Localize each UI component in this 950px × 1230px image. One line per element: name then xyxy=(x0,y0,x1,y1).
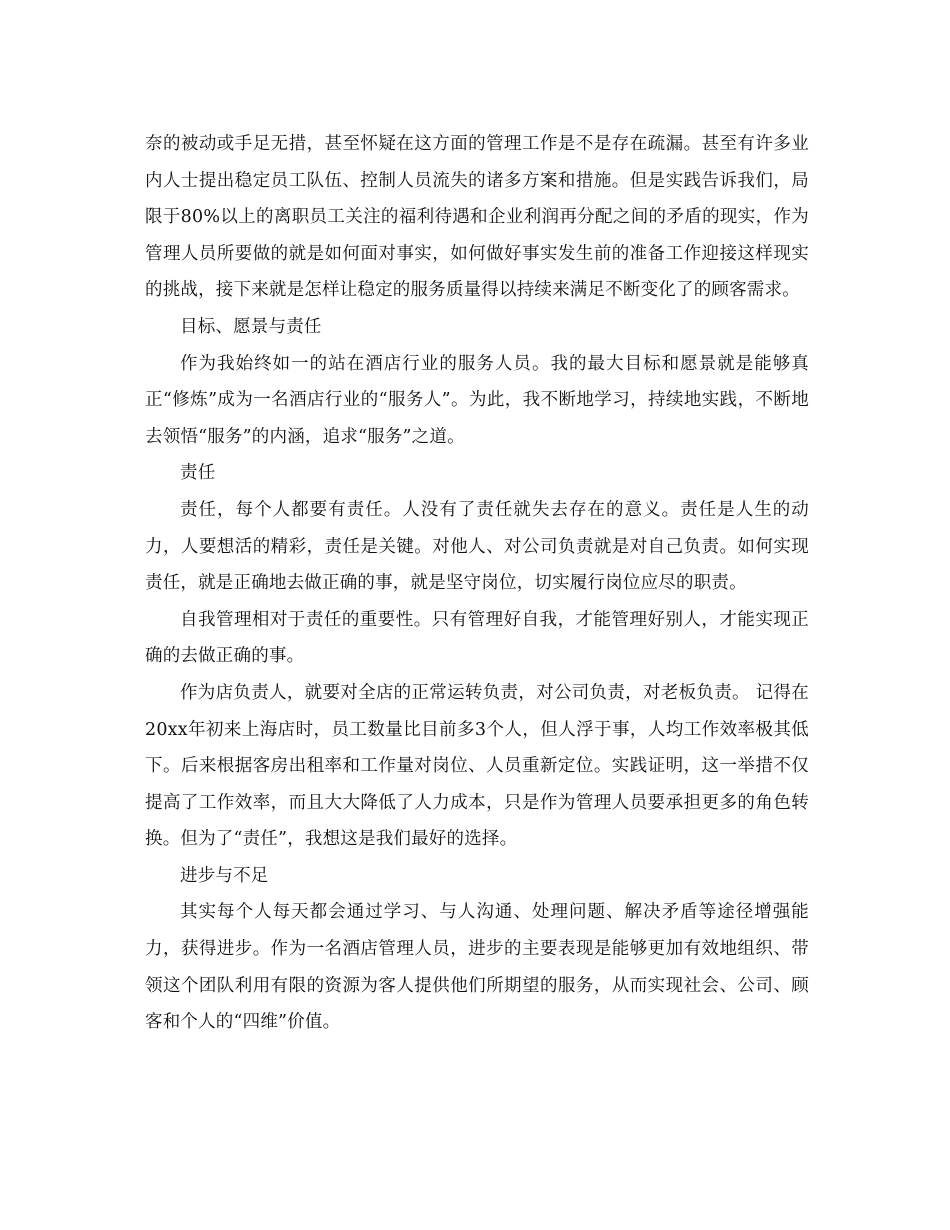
section-heading-responsibility: 责任 xyxy=(180,463,216,484)
paragraph-responsibility: 责任，每个人都要有责任。人没有了责任就失去存在的意义。责任是人生的动力，人要想活的精彩，责任是关键。对他人、对公司负责就是对自己负责。如何实现责任，就是正确地去做正确的事，就是坚守岗位，切实履行岗位应尽的职责。 xyxy=(145,499,809,594)
section-heading-progress: 进步与不足 xyxy=(180,865,269,886)
paragraph-progress: 其实每个人每天都会通过学习、与人沟通、处理问题、解决矛盾等途径增强能力，获得进步。作为一名酒店管理人员，进步的主要表现是能够更加有效地组织、带领这个团队利用有限的资源为客人提供他们所期望的服务，从而实现社会、公司、顾客和个人的“四维”价值。 xyxy=(145,902,809,1033)
paragraph-continuation: 奈的被动或手足无措，甚至怀疑在这方面的管理工作是不是存在疏漏。甚至有许多业内人士提出稳定员工队伍、控制人员流失的诸多方案和措施。但是实践告诉我们，局限于80%以上的离职员工关注的福利待遇和企业利润再分配之间的矛盾的现实，作为管理人员所要做的就是如何面对事实，如何做好事实发生前的准备工作迎接这样现实的挑战，接下来就是怎样让稳定的服务质量得以持续来满足不断变化了的顾客需求。 xyxy=(145,134,809,301)
section-heading-goals: 目标、愿景与责任 xyxy=(180,316,322,337)
paragraph-goals: 作为我始终如一的站在酒店行业的服务人员。我的最大目标和愿景就是能够真正“修炼”成为一名酒店行业的“服务人”。为此，我不断地学习，持续地实践，不断地去领悟“服务”的内涵，追求“服务”之道。 xyxy=(145,353,809,447)
paragraph-self-management: 自我管理相对于责任的重要性。只有管理好自我，才能管理好别人，才能实现正确的去做正确的事。 xyxy=(145,609,809,667)
document-body xyxy=(145,126,809,1041)
paragraph-store-manager: 作为店负责人，就要对全店的正常运转负责，对公司负责，对老板负责。 记得在20xx年初来上海店时，员工数量比目前多3个人，但人浮于事，人均工作效率极其低下。后来根据客房出租率和工作量对岗位、人员重新定位。实践证明，这一举措不仅提高了工作效率，而且大大降低了人力成本，只是作为管理人员要承担更多的角色转换。但为了“责任”，我想这是我们最好的选择。 xyxy=(145,682,809,850)
